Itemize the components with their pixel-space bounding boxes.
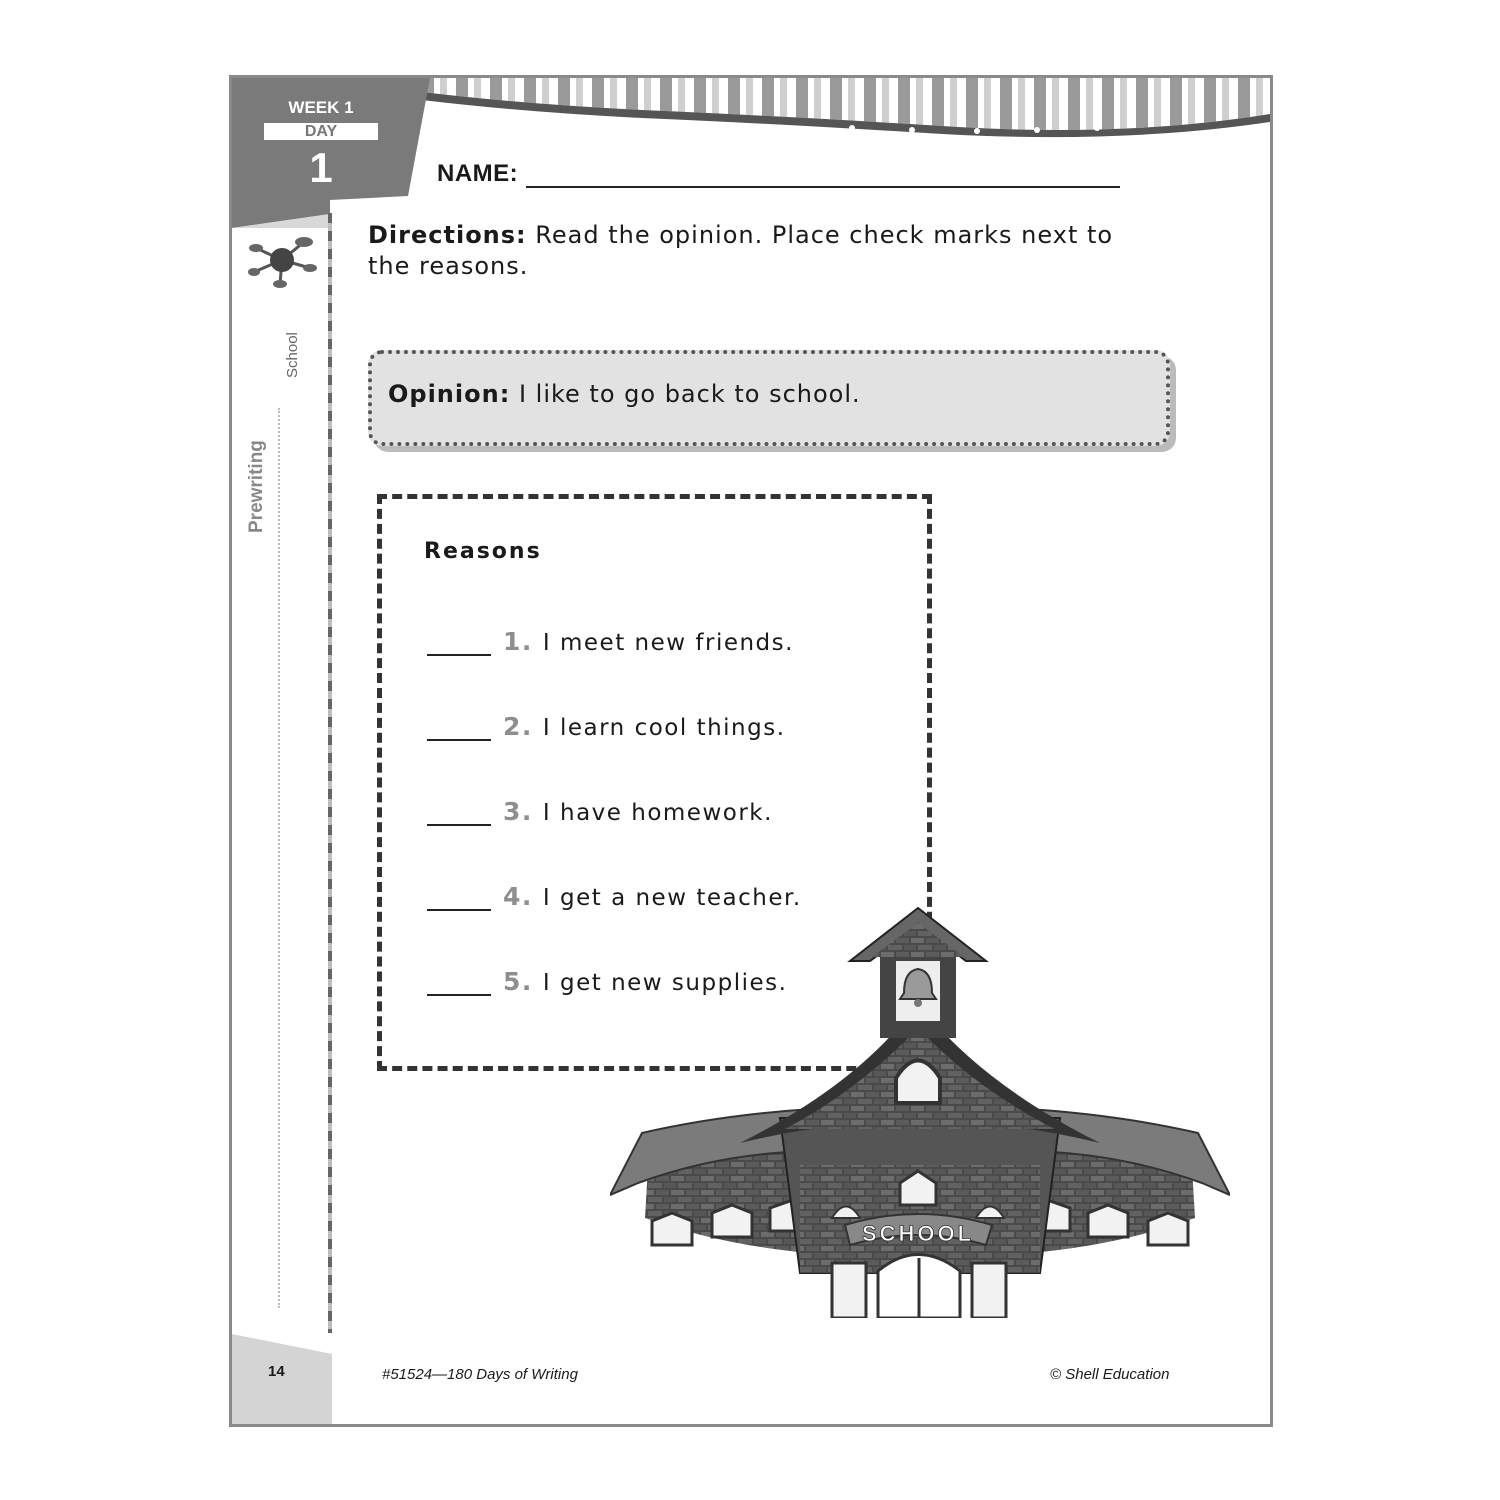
name-label: NAME: [437, 160, 519, 187]
book-title: #51524—180 Days of Writing [382, 1366, 578, 1383]
opinion-statement [388, 380, 861, 408]
reason-text: I meet new friends. [542, 630, 794, 656]
reason-text: I get a new teacher. [542, 885, 802, 911]
sidebar [232, 78, 354, 1424]
reason-number: 4. [503, 882, 533, 911]
schoolhouse-illustration [610, 853, 1230, 1318]
school-sign: SCHOOL [861, 1221, 975, 1246]
directions [368, 220, 1148, 282]
directions-label: Directions: [368, 221, 527, 249]
check-blank[interactable] [427, 725, 491, 741]
check-blank[interactable] [427, 640, 491, 656]
reason-number: 3. [503, 797, 533, 826]
reason-number: 2. [503, 712, 533, 741]
reason-number: 1. [503, 627, 533, 656]
opinion-label: Opinion: [388, 380, 511, 408]
reason-item [427, 627, 794, 656]
day-number: 1 [309, 144, 333, 191]
skill-label: Prewriting [246, 440, 267, 533]
reasons-title: Reasons [424, 539, 542, 564]
check-blank[interactable] [427, 810, 491, 826]
topic-label: School [284, 332, 301, 378]
decorative-banner [422, 78, 1270, 138]
reason-text: I have homework. [542, 800, 773, 826]
reason-number: 5. [503, 967, 533, 996]
day-label: DAY [264, 123, 378, 140]
copyright: © Shell Education [1050, 1366, 1170, 1383]
page-number: 14 [268, 1363, 285, 1380]
opinion-text: I like to go back to school. [518, 380, 861, 408]
name-field[interactable] [526, 166, 1120, 188]
name-row [437, 160, 1120, 188]
reason-text: I get new supplies. [542, 970, 788, 996]
reason-item [427, 712, 786, 741]
reason-item [427, 797, 773, 826]
worksheet-page [229, 75, 1273, 1427]
sidebar-border-strip [328, 213, 332, 1333]
reason-text: I learn cool things. [542, 715, 786, 741]
week-label: WEEK 1 [288, 98, 354, 117]
sidebar-divider [278, 408, 280, 1308]
check-blank[interactable] [427, 980, 491, 996]
check-blank[interactable] [427, 895, 491, 911]
directions-text: Read the opinion. Place check marks next to the reasons. [368, 221, 1114, 280]
network-icon [244, 226, 320, 290]
opinion-box [368, 350, 1170, 446]
